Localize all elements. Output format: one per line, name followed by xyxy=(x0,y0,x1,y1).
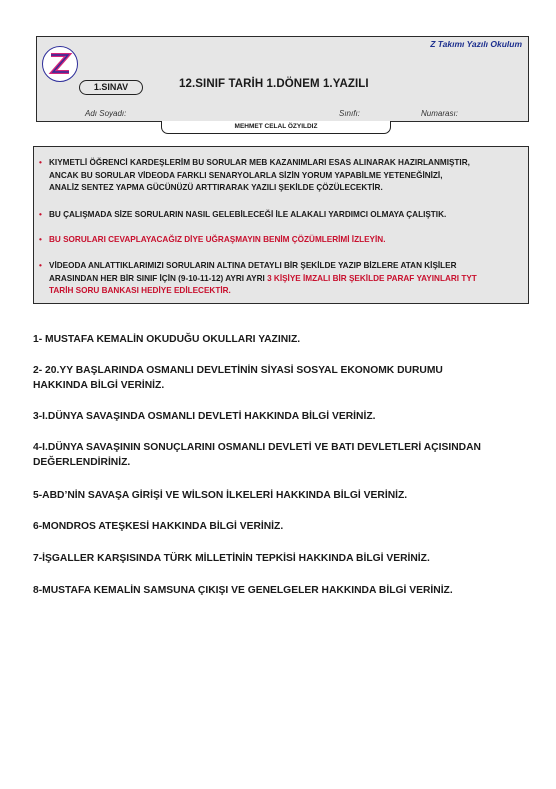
question-4 xyxy=(33,440,503,470)
notice-text-highlight: TARİH SORU BANKASI HEDİYE EDİLECEKTİR. xyxy=(49,286,231,295)
question-2 xyxy=(33,363,503,393)
exam-title: 12.SINIF TARİH 1.DÖNEM 1.YAZILI xyxy=(179,78,369,90)
exam-header xyxy=(36,36,529,130)
question-5 xyxy=(33,488,503,503)
exam-number-pill: 1.SINAV xyxy=(79,80,143,95)
bullet-icon: • xyxy=(39,210,42,219)
class-label: Sınıfı: xyxy=(339,109,360,118)
bullet-icon: • xyxy=(39,261,42,270)
notice-text: BU ÇALIŞMADA SİZE SORULARIN NASIL GELEBİLECEĞİ İLE ALAKALI YARDIMCI OLMAYA ÇALIŞTIK. xyxy=(49,210,447,219)
question-3 xyxy=(33,409,503,424)
notice-text-highlight: 3 KİŞİYE İMZALI BİR ŞEKİLDE PARAF YAYINLARI TYT xyxy=(267,273,477,283)
notice-box xyxy=(33,146,529,304)
notice-item xyxy=(39,234,519,247)
teacher-name: MEHMET CELAL ÖZYILDIZ xyxy=(161,121,391,134)
notice-item xyxy=(39,157,519,195)
question-text: 5-ABD’NİN SAVAŞA GİRİŞİ VE WİLSON İLKELERİ HAKKINDA BİLGİ VERİNİZ. xyxy=(33,490,408,501)
question-text: DEĞERLENDİRİNİZ. xyxy=(33,457,131,468)
number-label: Numarası: xyxy=(421,109,458,118)
question-text: 1- MUSTAFA KEMALİN OKUDUĞU OKULLARI YAZINIZ. xyxy=(33,334,301,345)
question-text: 7-İŞGALLER KARŞISINDA TÜRK MİLLETİNİN TEPKİSİ HAKKINDA BİLGİ VERİNİZ. xyxy=(33,553,430,564)
notice-text: VİDEODA ANLATTIKLARIMIZI SORULARIN ALTINA DETAYLI BİR ŞEKİLDE YAZIP BİZLERE ATAN KİŞİLER xyxy=(49,261,457,270)
question-text: 8-MUSTAFA KEMALİN SAMSUNA ÇIKIŞI VE GENELGELER HAKKINDA BİLGİ VERİNİZ. xyxy=(33,585,453,596)
notice-item xyxy=(39,260,519,298)
question-6 xyxy=(33,519,503,534)
notice-item xyxy=(39,209,519,222)
notice-text: KIYMETLİ ÖĞRENCİ KARDEŞLERİM BU SORULAR MEB KAZANIMLARI ESAS ALINARAK HAZIRLANMIŞTIR, xyxy=(49,158,470,167)
question-text: 3-I.DÜNYA SAVAŞINDA OSMANLI DEVLETİ HAKKINDA BİLGİ VERİNİZ. xyxy=(33,411,376,422)
bullet-icon: • xyxy=(39,158,42,167)
question-text: 6-MONDROS ATEŞKESİ HAKKINDA BİLGİ VERİNİZ. xyxy=(33,521,284,532)
question-text: 4-I.DÜNYA SAVAŞININ SONUÇLARINI OSMANLI DEVLETİ VE BATI DEVLETLERİ AÇISINDAN xyxy=(33,442,481,453)
question-text: HAKKINDA BİLGİ VERİNİZ. xyxy=(33,380,165,391)
z-team-logo xyxy=(42,46,78,82)
school-name: Z Takımı Yazılı Okulum xyxy=(430,39,522,49)
bullet-icon: • xyxy=(39,235,42,244)
name-label: Adı Soyadı: xyxy=(85,109,127,118)
question-text: 2- 20.YY BAŞLARINDA OSMANLI DEVLETİNİN SİYASİ SOSYAL EKONOMK DURUMU xyxy=(33,365,443,376)
question-7 xyxy=(33,551,503,566)
notice-text: ARASINDAN HER BİR SINIF İÇİN (9-10-11-12) AYRI AYRI xyxy=(49,273,268,283)
notice-text: BU SORULARI CEVAPLAYACAĞIZ DİYE UĞRAŞMAYIN BENİM ÇÖZÜMLERİMİ İZLEYİN. xyxy=(49,235,386,244)
question-1 xyxy=(33,332,503,347)
notice-text: ANCAK BU SORULAR VİDEODA FARKLI SENARYOLARLA SİZİN YORUM YAPABİLME YETENEĞİNİZİ, xyxy=(49,170,443,180)
question-8 xyxy=(33,583,503,598)
notice-text: ANALİZ SENTEZ YAPMA GÜCÜNÜZÜ ARTTIRARAK YAZILI ŞEKİLDE ÇÖZÜLECEKTİR. xyxy=(49,183,383,192)
